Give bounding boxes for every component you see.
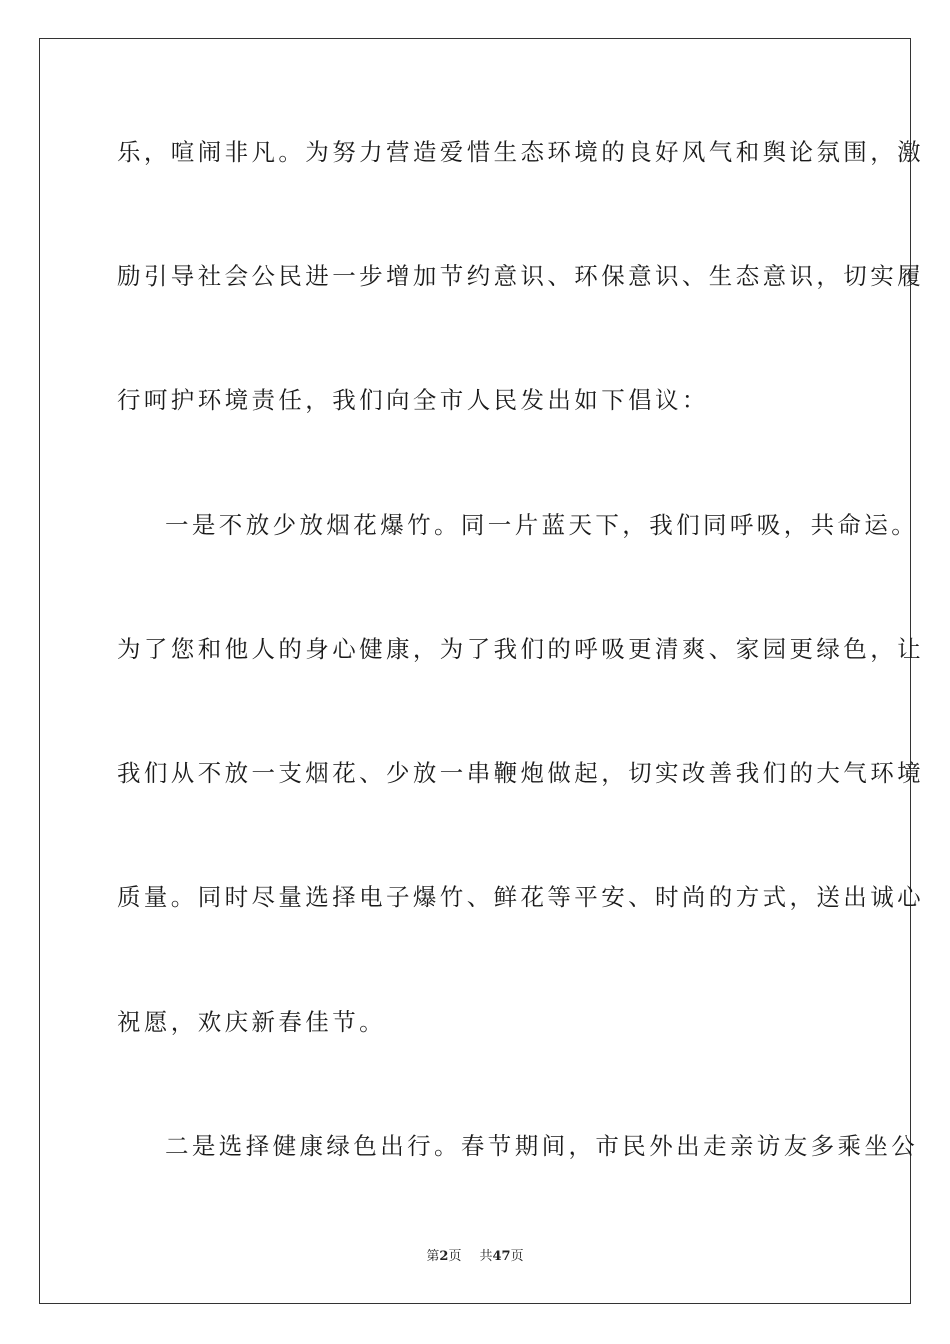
text-line: 乐，喧闹非凡。为努力营造爱惜生态环境的良好风气和舆论氛围，激 [117, 138, 924, 166]
page-indicator: 第2页 [426, 1249, 462, 1264]
paragraph-first-line: 二是选择健康绿色出行。春节期间，市民外出走亲访友多乘坐公 [165, 1132, 919, 1160]
text-line: 为了您和他人的身心健康，为了我们的呼吸更清爽、家园更绿色，让 [117, 635, 924, 663]
text-line: 质量。同时尽量选择电子爆竹、鲜花等平安、时尚的方式，送出诚心 [117, 883, 924, 911]
text-line: 我们从不放一支烟花、少放一串鞭炮做起，切实改善我们的大气环境 [117, 759, 924, 787]
text-line: 祝愿，欢庆新春佳节。 [117, 1008, 386, 1036]
total-pages-indicator: 共47页 [479, 1249, 524, 1264]
paragraph-first-line: 一是不放少放烟花爆竹。同一片蓝天下，我们同呼吸，共命运。 [165, 511, 919, 539]
page-number: 2 [439, 1249, 449, 1264]
text-line: 励引导社会公民进一步增加节约意识、环保意识、生态意识，切实履 [117, 262, 924, 290]
page-footer [0, 1248, 950, 1266]
text-line: 行呵护环境责任，我们向全市人民发出如下倡议： [117, 386, 709, 414]
total-pages: 47 [492, 1249, 511, 1264]
page-border [39, 38, 924, 1304]
